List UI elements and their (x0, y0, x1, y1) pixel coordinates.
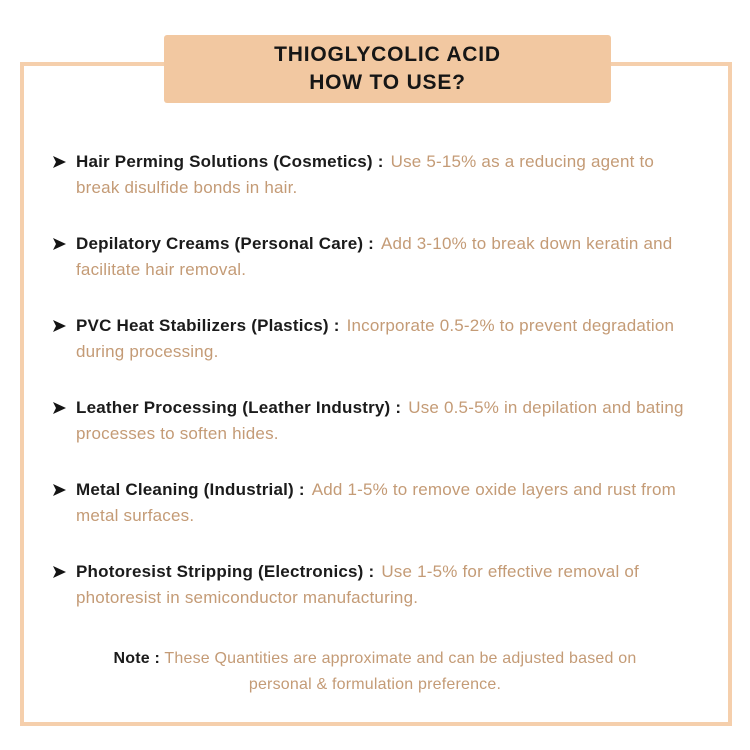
list-item (52, 395, 720, 447)
item-label: Photoresist Stripping (Electronics) : (76, 562, 375, 581)
right-arrowhead-icon (52, 395, 76, 415)
usage-list (52, 149, 720, 611)
list-item (52, 313, 720, 365)
item-description-line2: during processing. (76, 342, 219, 361)
item-description-line2: processes to soften hides. (76, 424, 279, 443)
bottom-note (0, 646, 750, 698)
right-arrowhead-icon (52, 149, 76, 169)
item-label: Hair Perming Solutions (Cosmetics) : (76, 152, 384, 171)
page-title-line1: THIOGLYCOLIC ACID (274, 43, 501, 66)
item-description-line2: photoresist in semiconductor manufacturing. (76, 588, 419, 607)
note-label: Note : (113, 650, 161, 667)
page-title-line2: HOW TO USE? (309, 71, 466, 94)
right-arrowhead-icon (52, 231, 76, 251)
item-label: Depilatory Creams (Personal Care) : (76, 234, 374, 253)
item-description-line2: metal surfaces. (76, 506, 195, 525)
list-item-text (76, 559, 639, 611)
list-item-text (76, 395, 684, 447)
item-label: Leather Processing (Leather Industry) : (76, 398, 402, 417)
list-item-text (76, 231, 672, 283)
list-item-text (76, 477, 676, 529)
list-item (52, 477, 720, 529)
right-arrowhead-icon (52, 477, 76, 497)
list-item-text (76, 149, 654, 201)
note-line1 (0, 646, 750, 672)
item-description-line2: break disulfide bonds in hair. (76, 178, 298, 197)
list-item (52, 231, 720, 283)
list-item-text (76, 313, 674, 365)
list-item (52, 149, 720, 201)
item-description-line1: Incorporate 0.5-2% to prevent degradation (346, 316, 675, 335)
right-arrowhead-icon (52, 313, 76, 333)
note-text-line2: personal & formulation preference. (248, 676, 502, 693)
item-description-line2: facilitate hair removal. (76, 260, 247, 279)
list-item (52, 559, 720, 611)
item-description-line1: Add 3-10% to break down keratin and (381, 234, 673, 253)
item-description-line1: Use 0.5-5% in depilation and bating (408, 398, 684, 417)
item-description-line1: Use 1-5% for effective removal of (381, 562, 639, 581)
header-banner (164, 35, 611, 103)
item-label: Metal Cleaning (Industrial) : (76, 480, 305, 499)
item-label: PVC Heat Stabilizers (Plastics) : (76, 316, 340, 335)
item-description-line1: Use 5-15% as a reducing agent to (390, 152, 655, 171)
right-arrowhead-icon (52, 559, 76, 579)
note-text-line1: These Quantities are approximate and can be adjusted based on (164, 650, 637, 667)
item-description-line1: Add 1-5% to remove oxide layers and rust from (311, 480, 676, 499)
